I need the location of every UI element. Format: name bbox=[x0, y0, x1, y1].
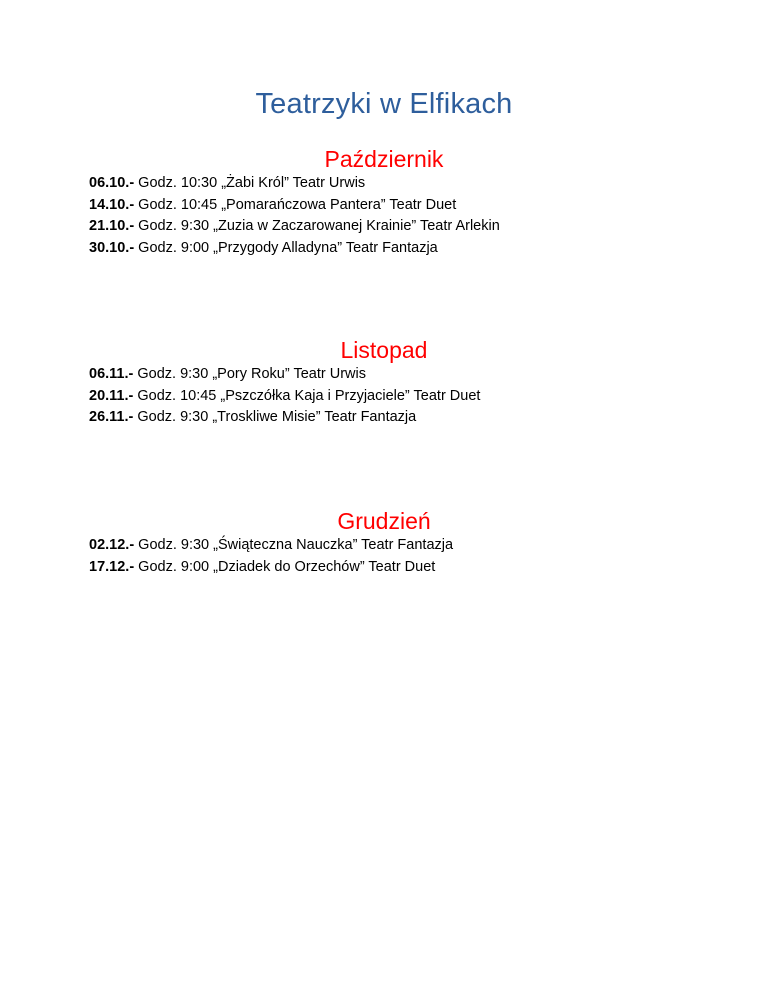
section-heading-december: Grudzień bbox=[337, 508, 431, 534]
schedule-entry bbox=[89, 535, 453, 557]
schedule-entry bbox=[89, 557, 453, 579]
entry-text: Godz. 9:30 „Pory Roku” Teatr Urwis bbox=[133, 366, 366, 382]
schedule-entry bbox=[89, 238, 500, 260]
section-heading-november: Listopad bbox=[340, 337, 428, 363]
schedule-entry bbox=[89, 364, 480, 386]
entry-text: Godz. 9:30 „Troskliwe Misie” Teatr Fantazja bbox=[133, 409, 417, 425]
entry-text: Godz. 10:30 „Żabi Król” Teatr Urwis bbox=[134, 175, 366, 191]
entry-text: Godz. 9:00 „Dziadek do Orzechów” Teatr Duet bbox=[134, 558, 436, 575]
entry-date: 02.12.- bbox=[89, 537, 135, 553]
schedule-list-december bbox=[89, 535, 453, 578]
schedule-entry bbox=[89, 173, 500, 195]
entry-date: 17.12.- bbox=[89, 558, 135, 575]
entry-text: Godz. 10:45 „Pszczółka Kaja i Przyjaciele” Teatr Duet bbox=[133, 387, 481, 404]
entry-text: Godz. 9:30 „Zuzia w Zaczarowanej Krainie” Teatr Arlekin bbox=[134, 218, 500, 234]
entry-text: Godz. 9:00 „Przygody Alladyna” Teatr Fantazja bbox=[134, 239, 438, 256]
entry-date: 21.10.- bbox=[89, 218, 135, 234]
schedule-entry bbox=[89, 216, 500, 238]
entry-date: 26.11.- bbox=[89, 409, 134, 425]
entry-text: Godz. 10:45 „Pomarańczowa Pantera” Teatr Duet bbox=[134, 196, 457, 213]
schedule-entry bbox=[89, 195, 500, 217]
schedule-entry bbox=[89, 407, 480, 429]
entry-date: 14.10.- bbox=[89, 196, 135, 213]
schedule-entry bbox=[89, 386, 480, 408]
entry-date: 06.10.- bbox=[89, 175, 135, 191]
page-title: Teatrzyki w Elfikach bbox=[255, 88, 513, 120]
entry-text: Godz. 9:30 „Świąteczna Nauczka” Teatr Fantazja bbox=[134, 537, 454, 553]
entry-date: 20.11.- bbox=[89, 387, 134, 404]
entry-date: 06.11.- bbox=[89, 366, 134, 382]
section-heading-october: Październik bbox=[324, 146, 444, 172]
entry-date: 30.10.- bbox=[89, 239, 135, 256]
schedule-list-october bbox=[89, 173, 500, 259]
schedule-list-november bbox=[89, 364, 480, 429]
